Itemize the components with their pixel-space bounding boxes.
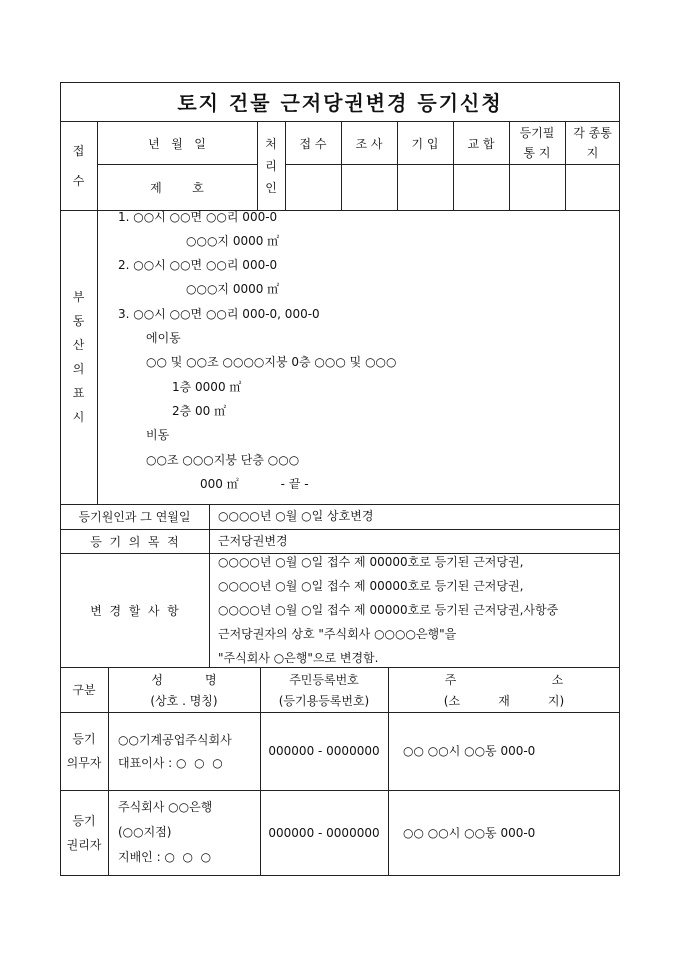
label-char: 시	[72, 410, 85, 424]
divider	[97, 210, 98, 504]
kind-line: 권리자	[66, 838, 102, 852]
label-char: 수	[72, 174, 85, 188]
holder-manager: 지배인 : ○ ○ ○	[118, 850, 212, 864]
holder-id: 000000 - 0000000	[268, 826, 380, 840]
property-line: 3. ○○시 ○○면 ○○리 000-0, 000-0	[118, 307, 320, 321]
divider	[60, 667, 620, 668]
obligor-name: ○○기계공업주식회사	[118, 733, 232, 747]
addr-header: 주 소	[444, 672, 564, 687]
obligor-address: ○○ ○○시 ○○동 000-0	[403, 744, 536, 758]
kind-line: 등기	[72, 732, 96, 746]
purpose-label: 등 기 의 목 적	[90, 534, 179, 549]
obligor-id: 000000 - 0000000	[268, 744, 380, 758]
application-form	[60, 82, 620, 876]
label-char: 처	[265, 137, 277, 151]
property-line: 1. ○○시 ○○면 ○○리 000-0	[118, 210, 278, 224]
label-char: 접	[72, 144, 85, 158]
property-line: ○○ 및 ○○조 ○○○○지붕 0층 ○○○ 및 ○○○	[146, 355, 397, 369]
changes-line: ○○○○년 ○월 ○일 접수 제 00000호로 등기된 근저당권,	[218, 555, 524, 569]
changes-line: 근저당권자의 상호 "주식회사 ○○○○은행"을	[218, 627, 457, 641]
cause-value: ○○○○년 ○월 ○일 상호변경	[218, 509, 374, 523]
property-line: 1층 0000 ㎡	[172, 380, 242, 394]
label-char: 인	[265, 181, 277, 195]
property-line: 000 ㎡ - 끝 -	[200, 477, 309, 491]
property-label	[60, 210, 97, 504]
label-char: 리	[265, 159, 277, 173]
property-line: 2층 00 ㎡	[172, 404, 227, 418]
changes-label: 변 경 할 사 항	[90, 603, 179, 618]
id-subheader: (등기용등록번호)	[278, 693, 370, 708]
reception-label	[60, 122, 97, 210]
kind-line: 등기	[72, 814, 96, 828]
col-investigation: 조 사	[355, 136, 383, 151]
name-subheader: (상호 . 명칭)	[150, 693, 218, 708]
divider	[285, 164, 620, 165]
date-label: 년 월 일	[148, 136, 206, 151]
label-char: 의	[72, 362, 85, 376]
label-char: 표	[72, 386, 85, 400]
number-label: 제 호	[150, 180, 204, 195]
cause-label: 등기원인과 그 연월일	[78, 510, 191, 524]
label-char: 산	[72, 338, 85, 352]
label-char: 부	[72, 290, 85, 304]
property-line: 비동	[146, 428, 170, 442]
kind-header: 구분	[72, 683, 96, 697]
processor-label	[257, 122, 285, 210]
property-line: ○○○지 0000 ㎡	[186, 282, 280, 296]
addr-subheader: (소 재 지)	[443, 693, 565, 708]
col-collation: 교 합	[467, 136, 495, 151]
purpose-value: 근저당권변경	[218, 534, 288, 548]
property-line: 에이동	[146, 331, 181, 345]
kind-line: 의무자	[66, 756, 102, 770]
holder-branch: (○○지점)	[118, 825, 172, 839]
property-line: ○○조 ○○○지붕 단층 ○○○	[146, 453, 300, 467]
holder-name: 주식회사 ○○은행	[118, 800, 213, 814]
col-various-notice: 각 종통 지	[573, 126, 612, 160]
changes-line: ○○○○년 ○월 ○일 접수 제 00000호로 등기된 근저당권,사항중	[218, 603, 559, 617]
obligor-representative: 대표이사 : ○ ○ ○	[118, 756, 223, 770]
property-line: ○○○지 0000 ㎡	[186, 234, 280, 248]
obligor-kind	[60, 712, 108, 790]
name-header: 성 명	[151, 672, 217, 687]
id-header: 주민등록번호	[289, 672, 359, 687]
property-line: 2. ○○시 ○○면 ○○리 000-0	[118, 258, 278, 272]
changes-line: ○○○○년 ○월 ○일 접수 제 00000호로 등기된 근저당권,	[218, 579, 524, 593]
divider	[209, 553, 210, 667]
col-entry: 기 입	[411, 136, 439, 151]
changes-line: "주식회사 ○은행"으로 변경함.	[218, 651, 379, 665]
holder-address: ○○ ○○시 ○○동 000-0	[403, 826, 536, 840]
label-char: 동	[72, 314, 85, 328]
col-completion-notice: 등기필통 지	[519, 126, 555, 160]
col-reception: 접 수	[299, 136, 327, 151]
form-title: 토지 건물 근저당권변경 등기신청	[177, 91, 503, 115]
holder-kind	[60, 790, 108, 876]
